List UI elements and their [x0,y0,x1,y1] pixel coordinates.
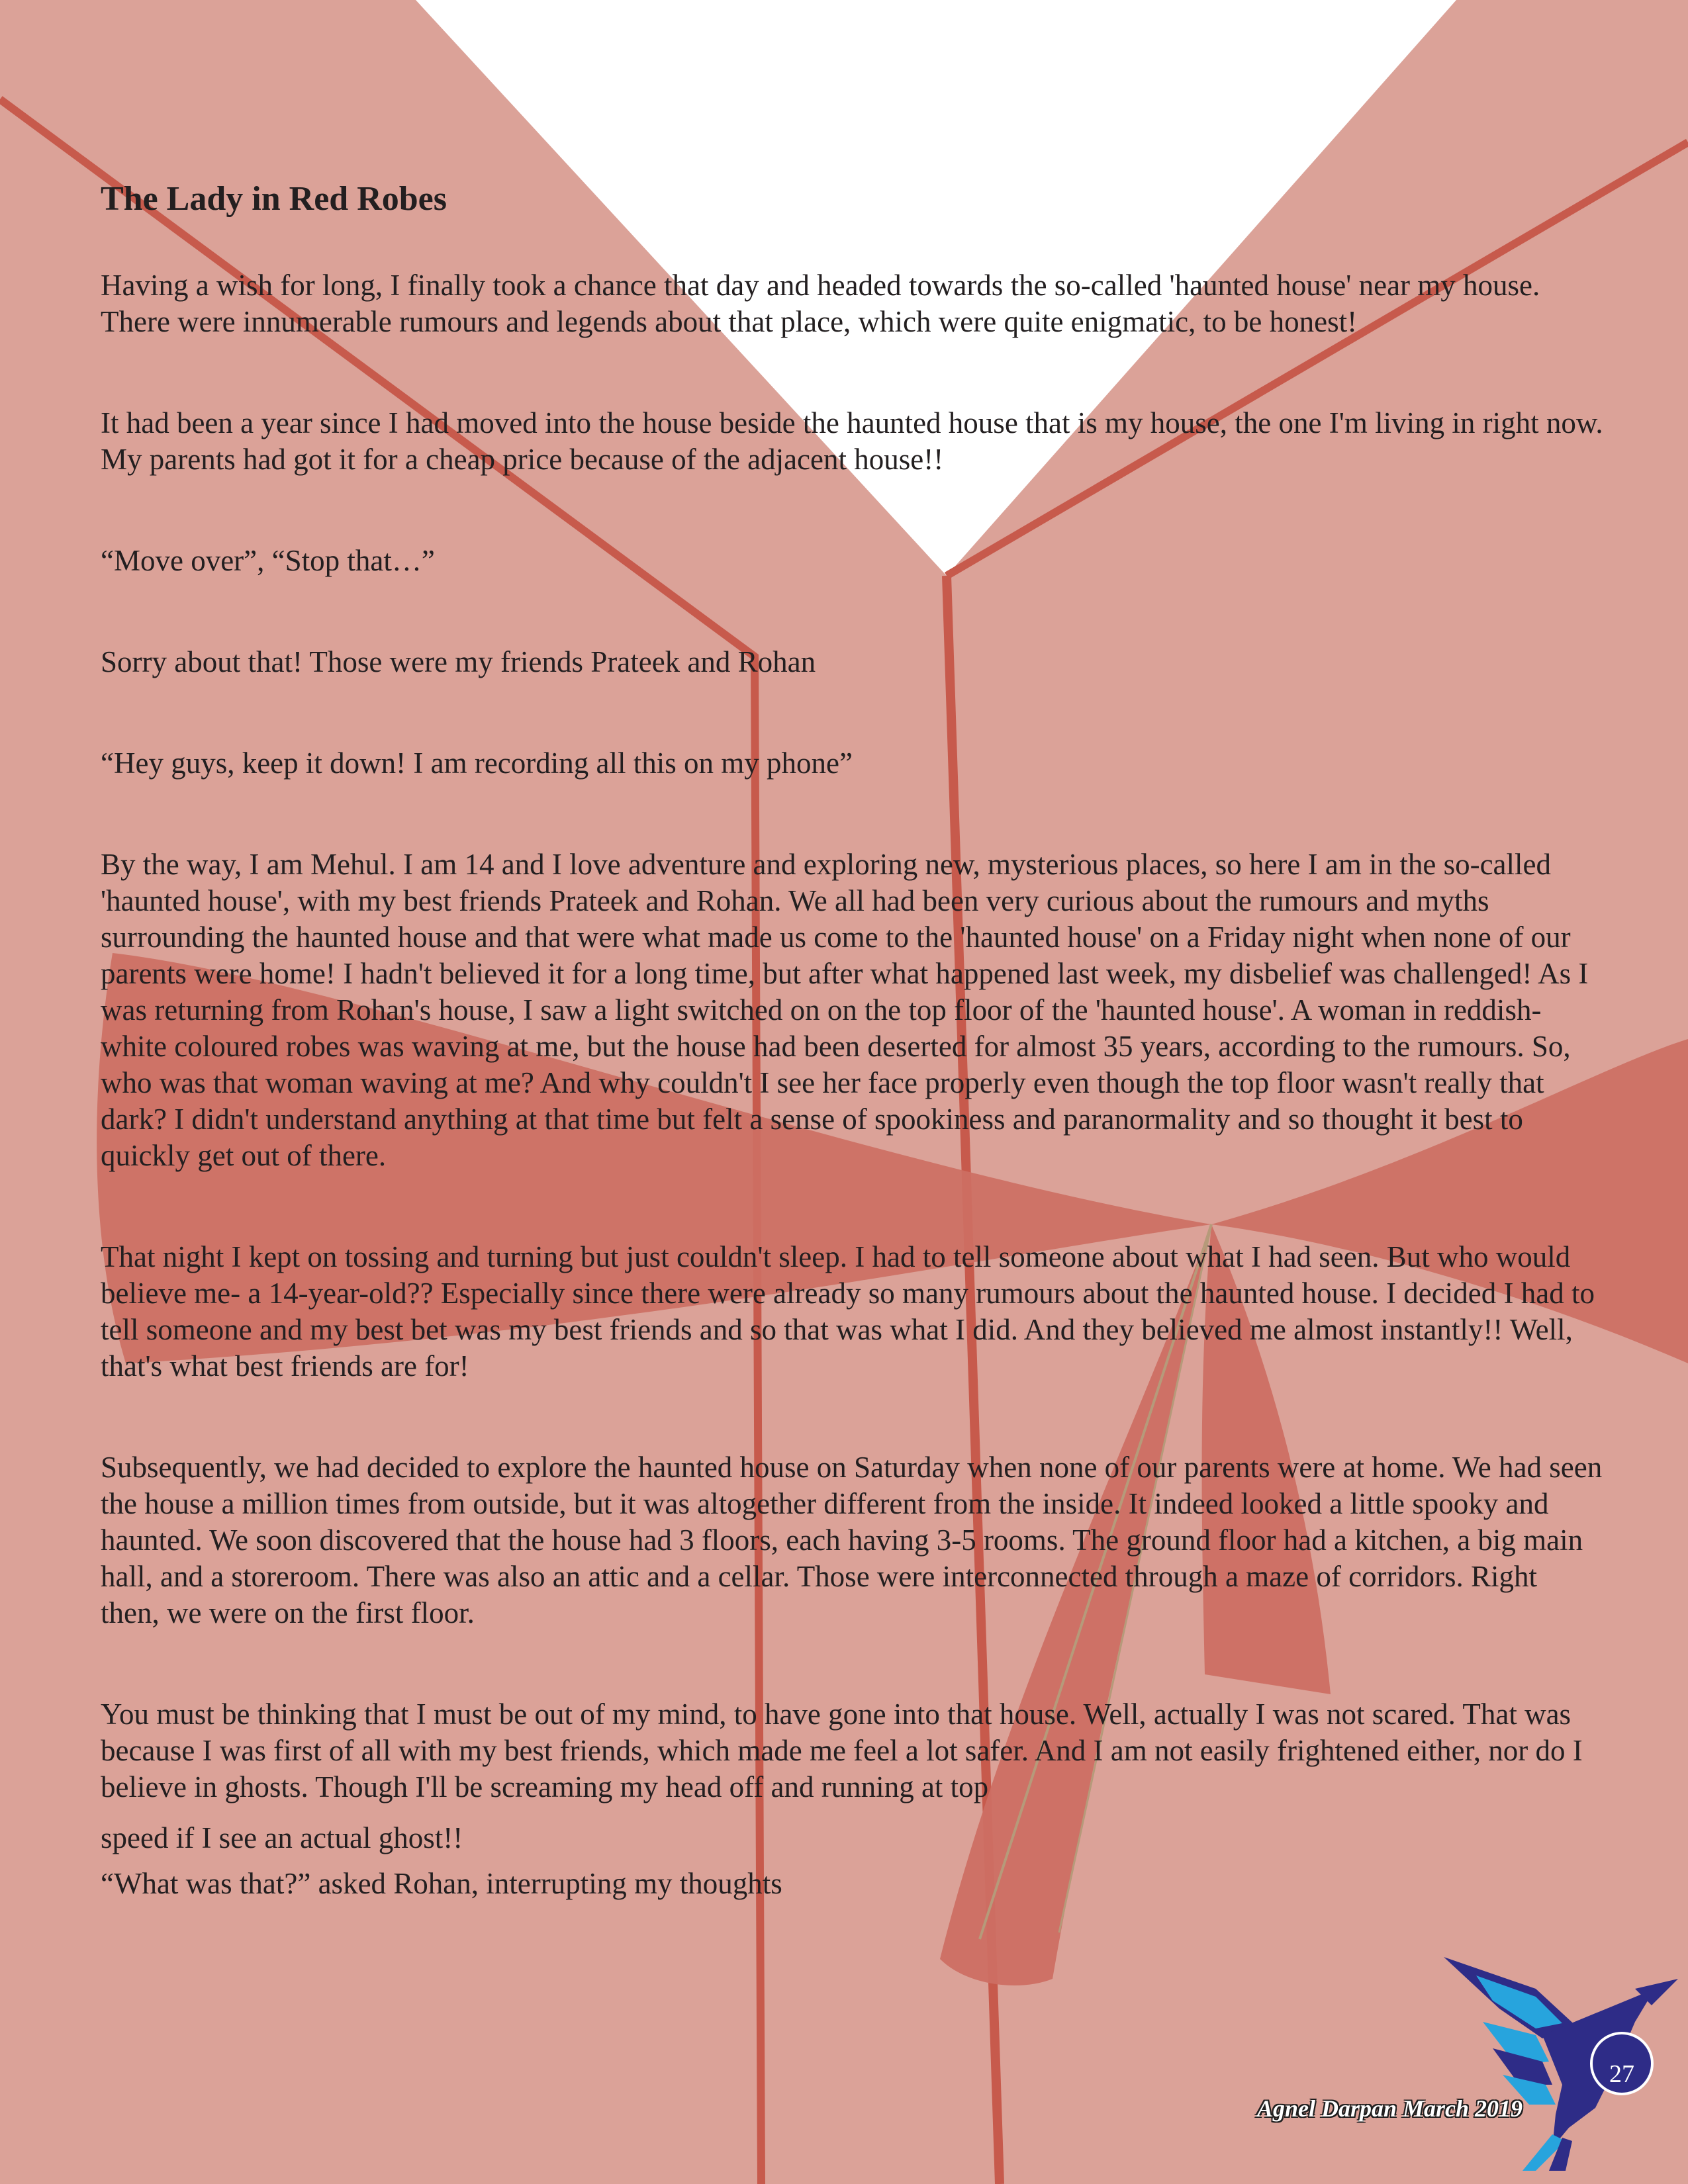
paragraph-friends: Sorry about that! Those were my friends Prateek and Rohan [101,645,816,678]
paragraph-actual-ghost: speed if I see an actual ghost!! [101,1821,463,1854]
paragraph-explore: Subsequently, we had decided to explore the haunted house on Saturday when none of our parents were at home. We had seen the house a million times from outside, but it was altogether different from the inside. It indeed looked a little spooky and haunted. We soon discovered that the house had 3 floors, each having 3-5 rooms. The ground floor had a kitchen, a big main hall, and a storeroom. There was also an attic and a cellar. Those were interconnected through a maze of corridors. Right then, we were on the first floor. [101,1451,1603,1629]
page-number: 27 [1609,2060,1634,2088]
paragraph-what-was-that: “What was that?” asked Rohan, interrupting my thoughts [101,1867,782,1900]
paragraph-that-night: That night I kept on tossing and turning but just couldn't sleep. I had to tell someone about what I had seen. But who would believe me- a 14-year-old?? Especially since there were already so many rumours about the haunted house. I decided I had to tell someone and my best bet was my best friends and so that was what I did. And they believed me almost instantly!! Well, that's what best friends are for! [101,1240,1595,1383]
footer-credit: Agnel Darpan March 2019 [1256,2095,1523,2122]
paragraph-intro: Having a wish for long, I finally took a chance that day and headed towards the so-called 'haunted house' near my house. There were innumerable rumours and legends about that place, which were quite enigmatic, to be honest! [101,269,1540,338]
article [101,179,1603,1967]
paragraph-mehul: By the way, I am Mehul. I am 14 and I love adventure and exploring new, mysterious places, so here I am in the so-called 'haunted house', with my best friends Prateek and Rohan. We all had been very curious about the rumours and myths surrounding the haunted house and that were what made us come to the 'haunted house' on a Friday night when none of our parents were home! I hadn't believed it for a long time, but after what happened last week, my disbelief was challenged! As I was returning from Rohan's house, I saw a light switched on on the top floor of the 'haunted house'. A woman in reddish-white coloured robes was waving at me, but the house had been deserted for almost 35 years, according to the rumours. So, who was that woman waving at me? And why couldn't I see her face properly even though the top floor wasn't really that dark? I didn't understand anything at that time but felt a sense of spookiness and paranormality and so thought it best to quickly get out of there. [101,848,1589,1172]
paragraph-recording: “Hey guys, keep it down! I am recording all this on my phone” [101,747,853,780]
paragraph-moving-in: It had been a year since I had moved into the house beside the haunted house that is my house, the one I'm living in right now. My parents had got it for a cheap price because of the adjacent house!! [101,406,1603,476]
paragraph-move-over: “Move over”, “Stop that…” [101,544,435,577]
paragraph-not-scared: You must be thinking that I must be out of my mind, to have gone into that house. Well, actually I was not scared. That was because I was first of all with my best friends, which made me feel a lot safer. And I am not easily frightened either, nor do I believe in ghosts. Though I'll be screaming my head off and running at top [101,1698,1583,1803]
article-title: The Lady in Red Robes [101,180,447,218]
